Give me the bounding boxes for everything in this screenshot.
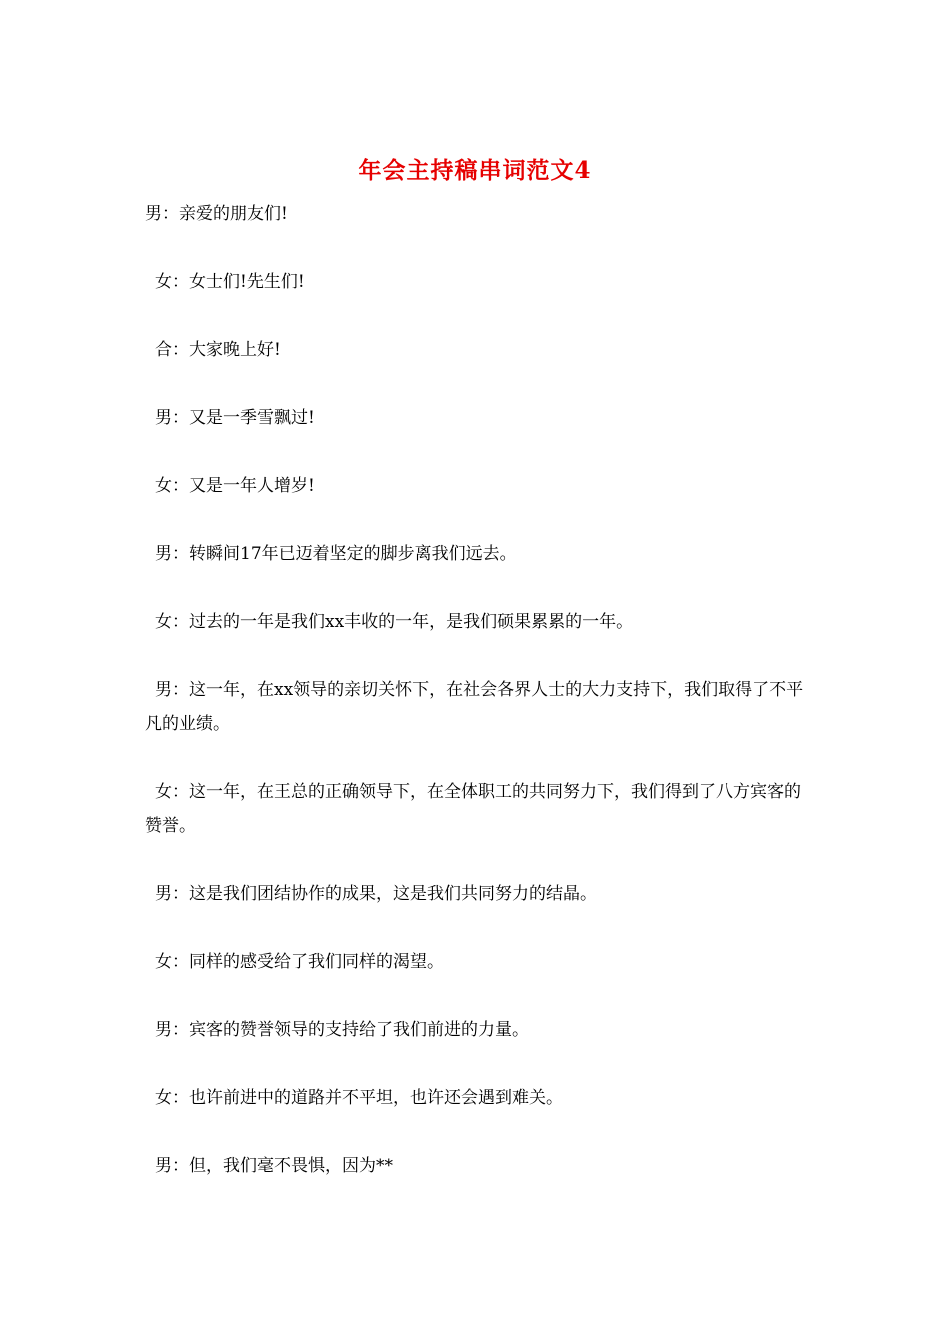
paragraph: 女：同样的感受给了我们同样的渴望。 <box>155 952 444 972</box>
paragraph: 合：大家晚上好! <box>155 340 281 360</box>
paragraph: 男：转瞬间17年已迈着坚定的脚步离我们远去。 <box>155 544 517 564</box>
paragraph: 女：这一年，在王总的正确领导下，在全体职工的共同努力下，我们得到了八方宾客的赞誉。 <box>145 782 801 836</box>
document-title: 年会主持稿串词范文4 <box>358 157 592 184</box>
paragraph: 男：这一年，在xx领导的亲切关怀下，在社会各界人士的大力支持下，我们取得了不平凡的业绩。 <box>145 680 804 734</box>
document-body <box>145 197 810 1183</box>
paragraph: 女：女士们!先生们! <box>155 272 305 292</box>
paragraph: 女：也许前进中的道路并不平坦，也许还会遇到难关。 <box>155 1088 563 1108</box>
paragraph: 女：过去的一年是我们xx丰收的一年，是我们硕果累累的一年。 <box>155 612 634 632</box>
paragraph: 女：又是一年人增岁! <box>155 476 315 496</box>
paragraph: 男：亲爱的朋友们! <box>145 204 288 224</box>
paragraph: 男：这是我们团结协作的成果，这是我们共同努力的结晶。 <box>155 884 597 904</box>
paragraph: 男：但，我们毫不畏惧，因为** <box>155 1156 393 1176</box>
paragraph: 男：宾客的赞誉领导的支持给了我们前进的力量。 <box>155 1020 529 1040</box>
paragraph: 男：又是一季雪飘过! <box>155 408 315 428</box>
